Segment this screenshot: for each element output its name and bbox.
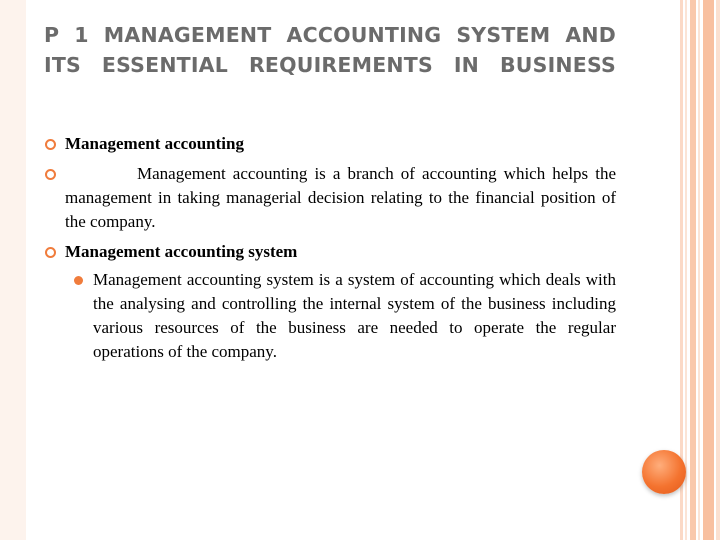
bullet-item-heading-2 xyxy=(44,240,616,264)
slide-content xyxy=(44,132,616,364)
bullet-text: Management accounting system xyxy=(65,242,298,261)
hollow-ring-bullet-icon xyxy=(45,169,56,180)
sub-bullet-item xyxy=(74,268,616,364)
hollow-ring-bullet-icon xyxy=(45,139,56,150)
bullet-item-paragraph-1 xyxy=(44,162,616,234)
left-decorative-stripe xyxy=(0,0,26,540)
bullet-text: Management accounting system is a system of accounting which deals with the analysing and controlling the internal system of the business including various resources of the business are needed to operate the regular operations of the company. xyxy=(93,270,616,361)
hollow-ring-bullet-icon xyxy=(45,247,56,258)
bullet-text: Management accounting is a branch of accounting which helps the management in taking managerial decision relating to the financial position of the company. xyxy=(65,164,616,231)
slide-title: P 1 MANAGEMENT ACCOUNTING SYSTEM AND ITS ESSENTIAL REQUIREMENTS IN BUSINESS xyxy=(44,23,616,77)
bullet-text: Management accounting xyxy=(65,134,244,153)
bullet-item-heading-1 xyxy=(44,132,616,156)
orange-orb-decoration xyxy=(642,450,686,494)
right-decorative-stripes xyxy=(680,0,720,540)
filled-dot-bullet-icon xyxy=(74,276,83,285)
